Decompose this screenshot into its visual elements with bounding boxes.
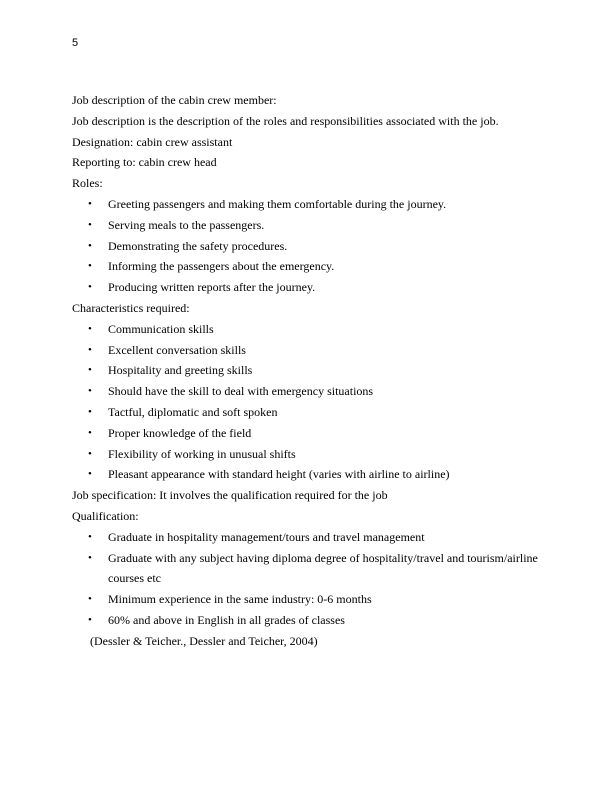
list-item [72, 277, 540, 298]
bullet-icon: • [88, 281, 92, 294]
bullet-icon: • [88, 218, 92, 231]
list-item [72, 340, 540, 361]
list-item [72, 464, 540, 485]
list-item-text: Excellent conversation skills [108, 342, 246, 357]
list-item-text: Hospitality and greeting skills [108, 363, 253, 378]
list-item-text: Demonstrating the safety procedures. [108, 238, 288, 253]
bullet-icon: • [88, 426, 92, 439]
list-item-text: Tactful, diplomatic and soft spoken [108, 404, 278, 419]
list-item-text: Communication skills [108, 321, 214, 336]
reporting-line: Reporting to: cabin crew head [72, 155, 217, 170]
list-item [72, 402, 540, 423]
characteristics-label: Characteristics required: [72, 300, 190, 315]
bullet-icon: • [88, 343, 92, 356]
bullet-icon: • [88, 385, 92, 398]
list-item-text: Flexibility of working in unusual shifts [108, 446, 296, 461]
list-item-text: Graduate with any subject having diploma degree of hospitality/travel and tourism/airline courses etc [108, 550, 538, 586]
bullet-icon: • [88, 530, 92, 543]
citation: (Dessler & Teicher., Dessler and Teicher, 2004) [90, 633, 318, 648]
qualification-label: Qualification: [72, 508, 139, 523]
list-item-text: Producing written reports after the journey. [108, 280, 316, 295]
bullet-icon: • [88, 260, 92, 273]
list-item [72, 548, 540, 590]
list-item [72, 589, 540, 610]
page-number: 5 [72, 37, 79, 49]
list-item-text: 60% and above in English in all grades of classes [108, 612, 345, 627]
list-item [72, 527, 540, 548]
list-item [72, 319, 540, 340]
list-item-text: Pleasant appearance with standard height (varies with airline to airline) [108, 467, 450, 482]
bullet-icon: • [88, 593, 92, 606]
section-heading: Job description of the cabin crew member: [72, 93, 277, 107]
list-item [72, 610, 540, 631]
list-item [72, 194, 540, 215]
bullet-icon: • [88, 551, 92, 564]
intro-paragraph: Job description is the description of the roles and responsibilities associated with the job. [72, 113, 499, 128]
roles-list [72, 194, 540, 298]
bullet-icon: • [88, 405, 92, 418]
list-item-text: Proper knowledge of the field [108, 425, 252, 440]
job-specification-line: Job specification: It involves the qualification required for the job [72, 488, 388, 503]
list-item [72, 423, 540, 444]
designation-line: Designation: cabin crew assistant [72, 134, 233, 149]
list-item [72, 360, 540, 381]
list-item-text: Serving meals to the passengers. [108, 217, 265, 232]
list-item [72, 381, 540, 402]
bullet-icon: • [88, 322, 92, 335]
list-item-text: Should have the skill to deal with emergency situations [108, 384, 374, 399]
list-item [72, 215, 540, 236]
list-item [72, 256, 540, 277]
list-item [72, 236, 540, 257]
bullet-icon: • [88, 197, 92, 210]
list-item-text: Greeting passengers and making them comfortable during the journey. [108, 196, 447, 211]
document-body [72, 90, 540, 652]
list-item [72, 444, 540, 465]
list-item-text: Minimum experience in the same industry: 0-6 months [108, 592, 372, 607]
list-item-text: Graduate in hospitality management/tours and travel management [108, 529, 425, 544]
bullet-icon: • [88, 364, 92, 377]
list-item-text: Informing the passengers about the emergency. [108, 259, 335, 274]
bullet-icon: • [88, 447, 92, 460]
bullet-icon: • [88, 613, 92, 626]
roles-label: Roles: [72, 176, 103, 191]
bullet-icon: • [88, 468, 92, 481]
bullet-icon: • [88, 239, 92, 252]
characteristics-list [72, 319, 540, 485]
qualification-list [72, 527, 540, 631]
